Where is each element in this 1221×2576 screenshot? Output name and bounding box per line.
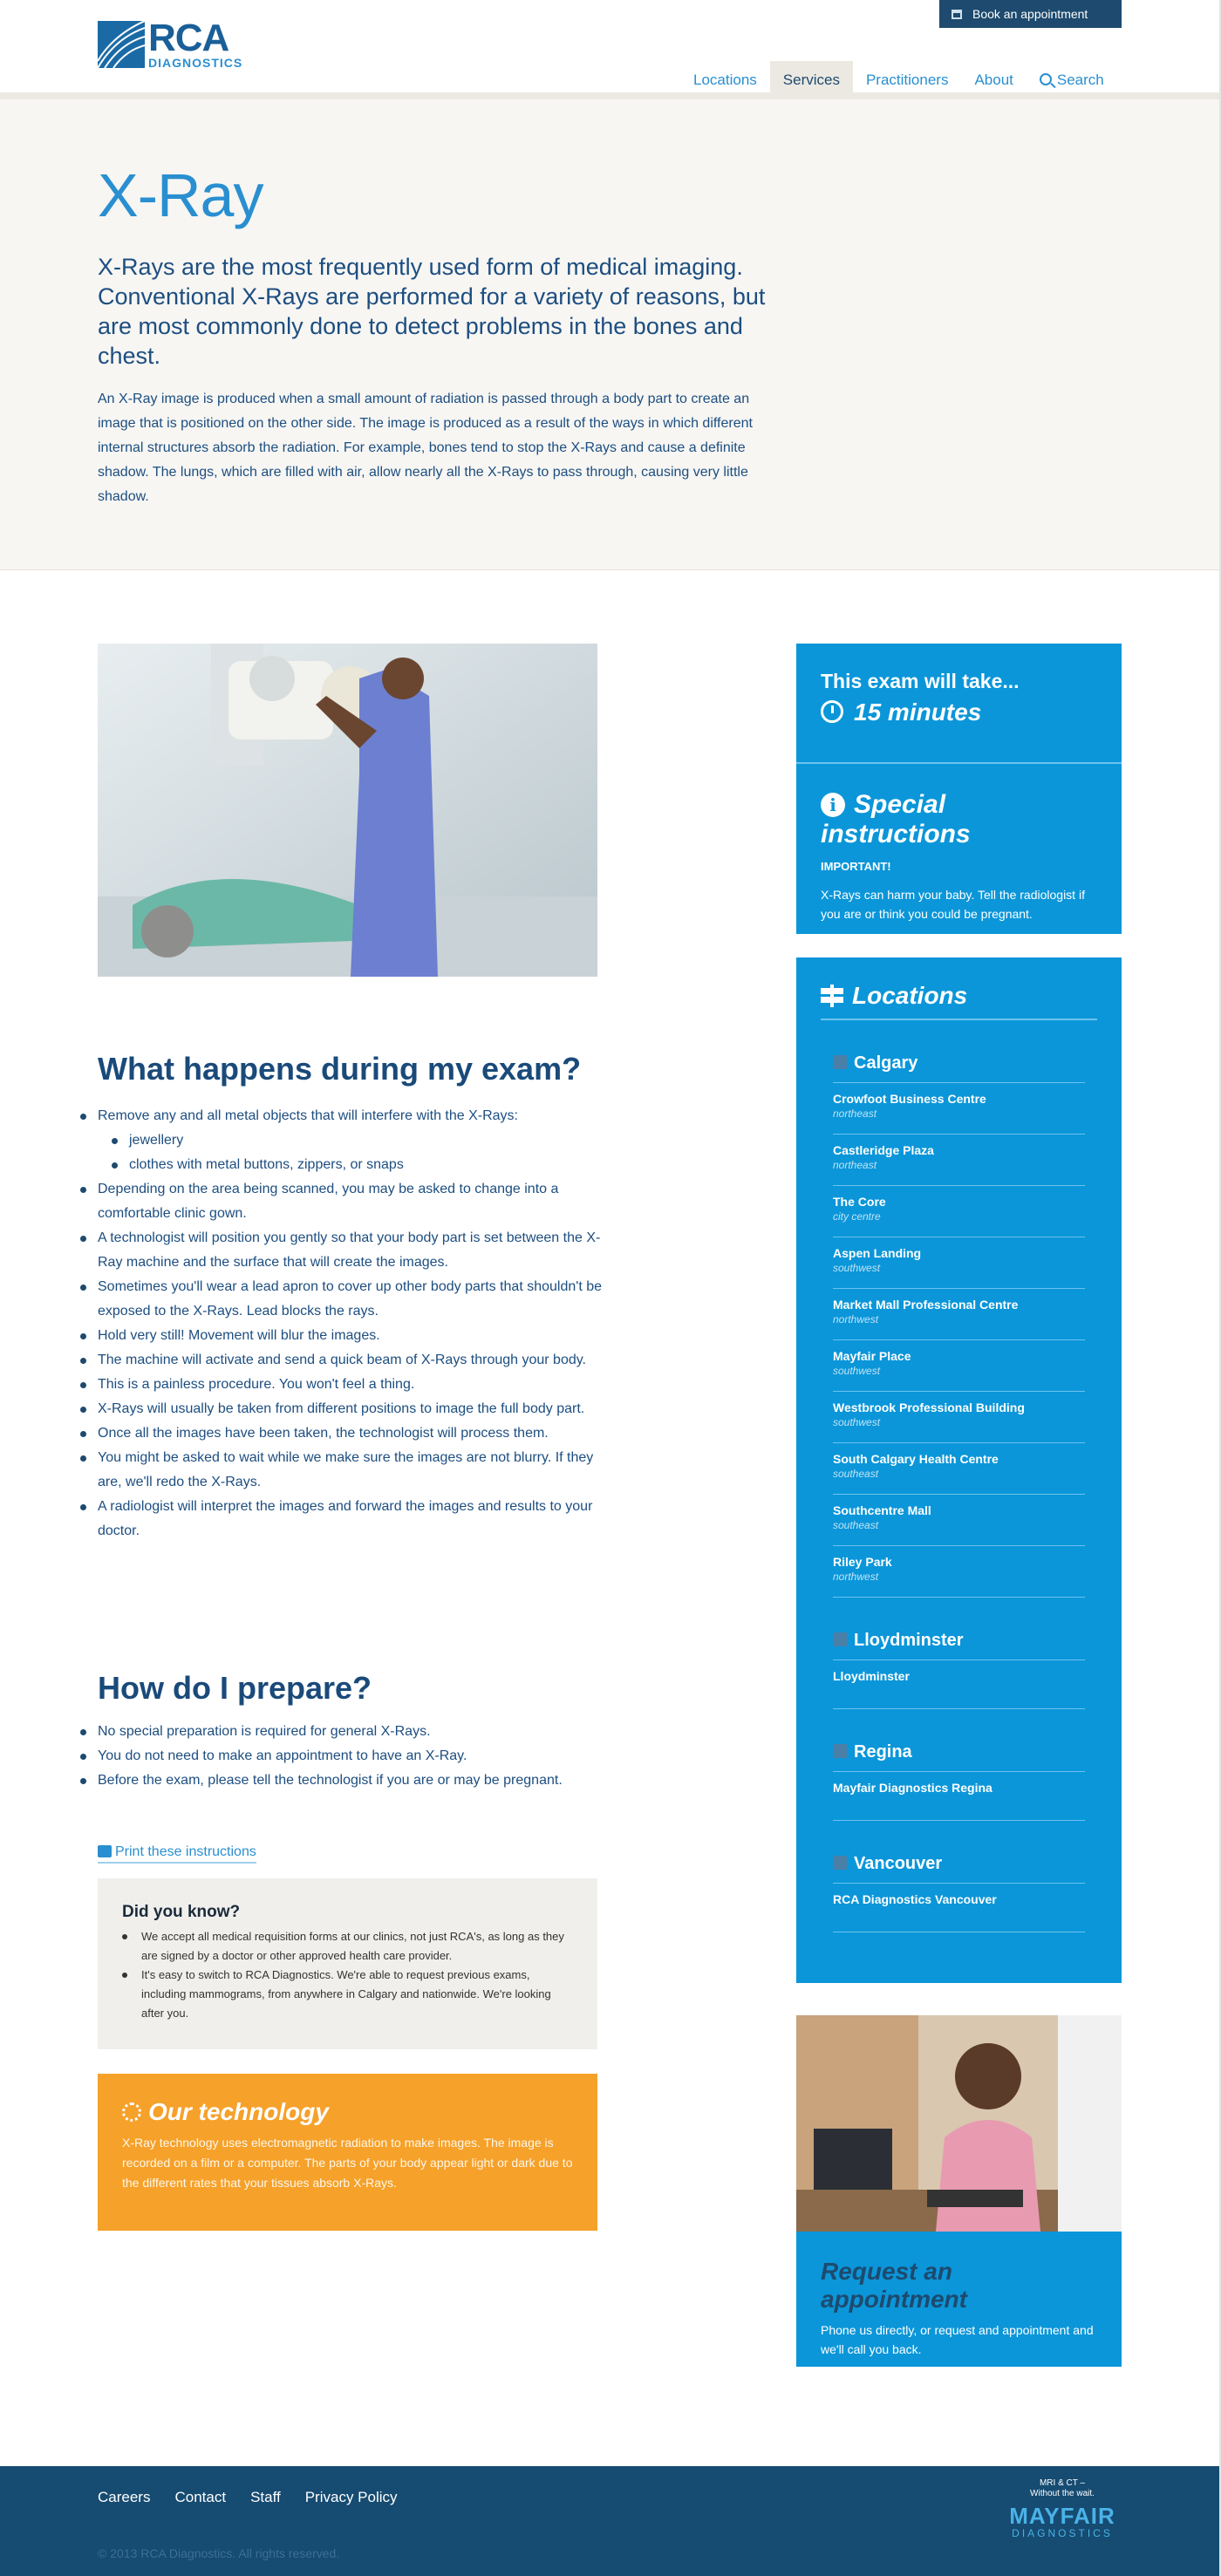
special-instructions-title xyxy=(821,790,1097,849)
city-calgary xyxy=(833,1053,1085,1598)
city-label: Lloydminster xyxy=(854,1631,964,1650)
list-item: We accept all medical requisition forms at our clinics, not just RCA's, as long as they are signed by a doctor or other approved health care provider. xyxy=(122,1927,573,1966)
nav-services[interactable]: Services xyxy=(770,61,853,99)
nav-practitioners[interactable]: Practitioners xyxy=(865,72,949,88)
request-appointment-box[interactable] xyxy=(796,2232,1122,2367)
locations-box xyxy=(796,957,1122,1983)
list-item: Remove any and all metal objects that will interfere with the X-Rays: xyxy=(98,1104,604,1128)
location-quadrant: southwest xyxy=(833,1416,881,1428)
nav-search-label: Search xyxy=(1056,72,1104,88)
signpost-icon xyxy=(821,985,843,1007)
location-name: Castleridge Plaza xyxy=(833,1143,934,1157)
nav-locations[interactable]: Locations xyxy=(693,72,757,88)
reception-photo xyxy=(796,2015,1122,2232)
special-instructions xyxy=(796,764,1122,923)
exam-info-box xyxy=(796,644,1122,934)
did-you-know-list xyxy=(122,1927,573,2023)
footer-link-careers[interactable]: Careers xyxy=(98,2489,151,2505)
book-appointment-button[interactable] xyxy=(939,0,1122,28)
list-item: Depending on the area being scanned, you may be asked to change into a comfortable clinic gown. xyxy=(98,1177,604,1226)
location-link[interactable] xyxy=(833,1772,1085,1821)
footer-links xyxy=(98,2489,398,2506)
mayfair-tagline-2: Without the wait. xyxy=(1030,2489,1095,2498)
location-quadrant: city centre xyxy=(833,1210,881,1223)
building-icon xyxy=(833,1055,847,1069)
locations-title-text: Locations xyxy=(852,982,968,1009)
location-link[interactable] xyxy=(833,1083,1085,1135)
location-link[interactable] xyxy=(833,1135,1085,1186)
location-quadrant: northeast xyxy=(833,1107,877,1120)
hero-lead: X-Rays are the most frequently used form of medical imaging. Conventional X-Rays are performed for a variety of reasons, but are most commonly done to detect problems in the bones and chest. xyxy=(98,254,766,369)
city-name xyxy=(833,1742,1085,1772)
rca-logo[interactable] xyxy=(98,17,251,70)
locations-title xyxy=(821,982,1097,1020)
list-item: It's easy to switch to RCA Diagnostics. We're able to request previous exams, including mammograms, from anywhere in Calgary and nationwide. We're looking after you. xyxy=(122,1966,573,2023)
info-icon: i xyxy=(821,793,845,817)
list-item: Before the exam, please tell the technologist if you are or may be pregnant. xyxy=(98,1768,604,1793)
mayfair-logo[interactable] xyxy=(1003,2478,1122,2539)
location-name: Market Mall Professional Centre xyxy=(833,1298,1019,1312)
list-item: You might be asked to wait while we make sure the images are not blurry. If they are, we'll redo the X-Rays. xyxy=(98,1446,604,1495)
list-item: A radiologist will interpret the images and forward the images and results to your doctor. xyxy=(98,1495,604,1544)
calendar-icon xyxy=(952,10,962,19)
location-link[interactable] xyxy=(833,1443,1085,1495)
footer-link-privacy[interactable]: Privacy Policy xyxy=(304,2489,398,2505)
site-footer xyxy=(0,2466,1219,2576)
city-regina xyxy=(833,1742,1085,1821)
technology-box xyxy=(98,2074,597,2231)
location-name: Westbrook Professional Building xyxy=(833,1400,1025,1414)
exam-duration-heading: This exam will take... xyxy=(821,670,1020,692)
pregnancy-warning: X-Rays can harm your baby. Tell the radiologist if you are or think you could be pregnant. xyxy=(821,888,1085,921)
logo-text: RCA xyxy=(148,17,229,59)
location-name: The Core xyxy=(833,1195,886,1209)
print-instructions-label: Print these instructions xyxy=(115,1844,256,1859)
location-name: RCA Diagnostics Vancouver xyxy=(833,1892,997,1906)
list-item: clothes with metal buttons, zippers, or snaps xyxy=(98,1153,604,1177)
location-link[interactable] xyxy=(833,1546,1085,1598)
city-label: Vancouver xyxy=(854,1854,943,1873)
list-item: You do not need to make an appointment to have an X-Ray. xyxy=(98,1744,604,1768)
location-quadrant: southwest xyxy=(833,1262,881,1274)
exam-duration-value: 15 minutes xyxy=(854,699,982,726)
nav-search[interactable] xyxy=(1027,61,1117,99)
technology-title xyxy=(122,2098,573,2126)
technology-text: X-Ray technology uses electromagnetic radiation to make images. The image is recorded on a film or a computer. The parts of your body appear light or dark due to the different rates that your tissues absorb X-Rays. xyxy=(122,2136,573,2190)
prepare-heading: How do I prepare? xyxy=(98,1670,372,1706)
nav-about[interactable]: About xyxy=(974,72,1013,88)
city-label: Calgary xyxy=(854,1053,918,1073)
xray-photo xyxy=(98,644,597,977)
location-link[interactable] xyxy=(833,1186,1085,1237)
location-quadrant: southeast xyxy=(833,1519,879,1531)
building-icon xyxy=(833,1856,847,1870)
printer-icon xyxy=(98,1845,112,1857)
clock-icon xyxy=(821,700,843,723)
city-name xyxy=(833,1053,1085,1083)
list-item: jewellery xyxy=(98,1128,604,1153)
location-name: South Calgary Health Centre xyxy=(833,1452,999,1466)
mayfair-tagline-1: MRI & CT – xyxy=(1039,2478,1086,2488)
list-item: No special preparation is required for general X-Rays. xyxy=(98,1720,604,1744)
request-appointment-title: Request an appointment xyxy=(821,2258,967,2313)
building-icon xyxy=(833,1632,847,1646)
location-link[interactable] xyxy=(833,1289,1085,1340)
city-lloydminster xyxy=(833,1631,1085,1709)
print-instructions-link[interactable] xyxy=(98,1844,256,1864)
exam-list xyxy=(98,1104,604,1544)
list-item: Sometimes you'll wear a lead apron to cover up other body parts that shouldn't be exposed to the X-Rays. Lead blocks the rays. xyxy=(98,1275,604,1324)
did-you-know-box xyxy=(98,1878,597,2049)
book-appointment-label: Book an appointment xyxy=(972,7,1088,21)
city-label: Regina xyxy=(854,1742,912,1762)
location-link[interactable] xyxy=(833,1392,1085,1443)
did-you-know-title: Did you know? xyxy=(122,1903,241,1921)
atom-icon xyxy=(122,2102,141,2122)
location-link[interactable] xyxy=(833,1884,1085,1932)
list-item: The machine will activate and send a quick beam of X-Rays through your body. xyxy=(98,1348,604,1373)
location-quadrant: northwest xyxy=(833,1313,879,1325)
list-item: Once all the images have been taken, the technologist will process them. xyxy=(98,1421,604,1446)
location-name: Aspen Landing xyxy=(833,1246,922,1260)
exam-duration xyxy=(796,644,1122,764)
location-name: Southcentre Mall xyxy=(833,1503,931,1517)
location-quadrant: northwest xyxy=(833,1571,879,1583)
location-name: Crowfoot Business Centre xyxy=(833,1092,986,1106)
search-icon xyxy=(1040,73,1052,85)
city-name xyxy=(833,1631,1085,1660)
important-label: IMPORTANT! xyxy=(821,860,891,873)
footer-link-staff[interactable]: Staff xyxy=(250,2489,281,2505)
logo-subtext: DIAGNOSTICS xyxy=(148,56,243,70)
list-item: A technologist will position you gently so that your body part is set between the X-Ray machine and the surface that will create the images. xyxy=(98,1226,604,1275)
location-quadrant: southeast xyxy=(833,1468,879,1480)
location-link[interactable] xyxy=(833,1340,1085,1392)
mayfair-sub: DIAGNOSTICS xyxy=(1012,2527,1113,2539)
logo-mark-icon xyxy=(98,21,145,68)
list-item: This is a painless procedure. You won't feel a thing. xyxy=(98,1373,604,1397)
page-title: X-Ray xyxy=(98,161,263,229)
location-link[interactable] xyxy=(833,1237,1085,1289)
special-instructions-title-text: Special instructions xyxy=(821,790,971,848)
building-icon xyxy=(833,1744,847,1758)
location-name: Mayfair Place xyxy=(833,1349,911,1363)
list-item: Hold very still! Movement will blur the images. xyxy=(98,1324,604,1348)
request-appointment-text: Phone us directly, or request and appointment and we'll call you back. xyxy=(821,2323,1094,2356)
hero-body: An X-Ray image is produced when a small amount of radiation is passed through a body part to create an image that is positioned on the other side. The image is produced as a result of the ways in which different internal structures absorb the radiation. For example, bones tend to stop the X-Rays and cause a definite shadow. The lungs, which are filled with air, allow nearly all the X-Rays to pass through, causing very little shadow. xyxy=(98,392,753,504)
exam-heading: What happens during my exam? xyxy=(98,1051,582,1087)
location-link[interactable] xyxy=(833,1495,1085,1546)
copyright: © 2013 RCA Diagnostics. All rights reserved. xyxy=(98,2546,340,2560)
location-quadrant: southwest xyxy=(833,1365,881,1377)
city-vancouver xyxy=(833,1854,1085,1932)
location-name: Lloydminster xyxy=(833,1669,910,1683)
exam-duration-value-row xyxy=(821,699,1097,726)
hero-section xyxy=(0,99,1219,570)
footer-link-contact[interactable]: Contact xyxy=(174,2489,227,2505)
site-header xyxy=(0,0,1219,99)
prepare-list xyxy=(98,1720,604,1793)
city-name xyxy=(833,1854,1085,1884)
main-nav xyxy=(680,61,1117,99)
technology-title-text: Our technology xyxy=(148,2098,329,2125)
mayfair-brand: MAYFAIR xyxy=(1009,2503,1115,2529)
location-quadrant: northeast xyxy=(833,1159,877,1171)
list-item: X-Rays will usually be taken from different positions to image the full body part. xyxy=(98,1397,604,1421)
location-link[interactable] xyxy=(833,1660,1085,1709)
location-name: Mayfair Diagnostics Regina xyxy=(833,1781,992,1795)
location-name: Riley Park xyxy=(833,1555,892,1569)
